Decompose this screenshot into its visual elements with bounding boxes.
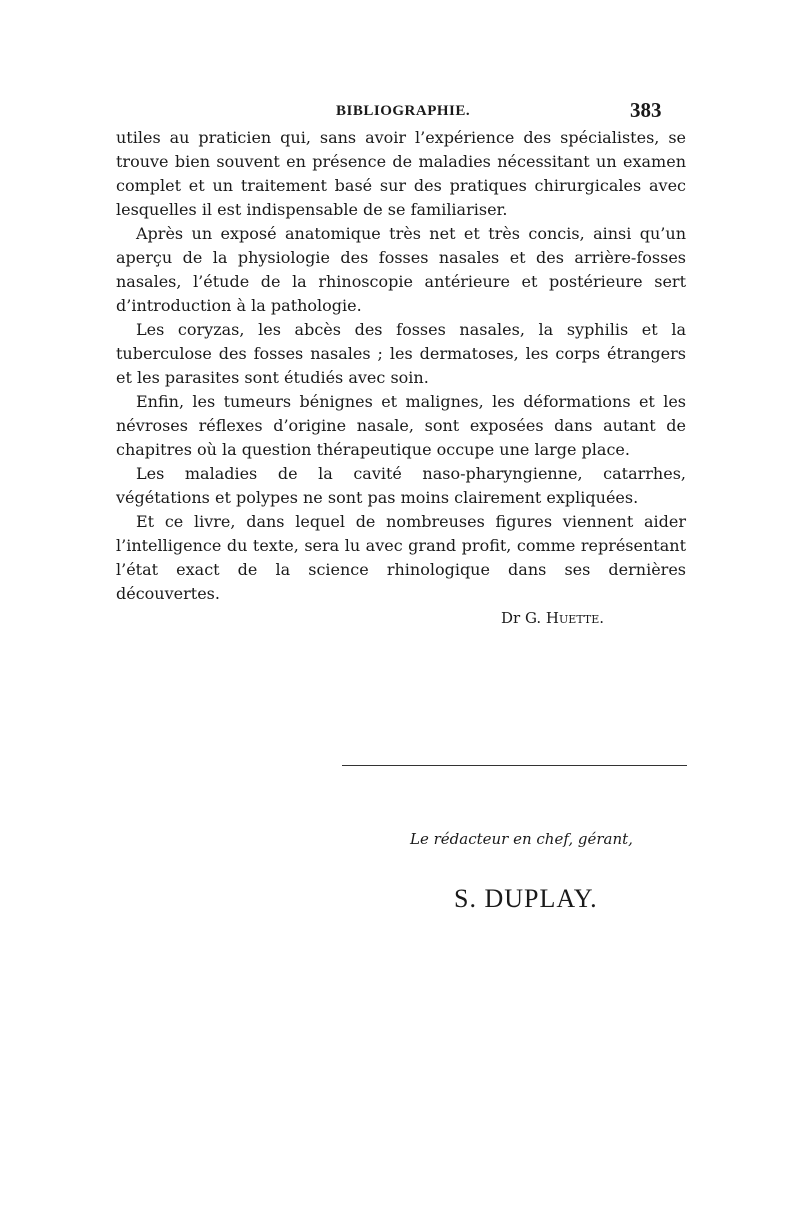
article-body	[116, 126, 686, 630]
page-number: 383	[630, 98, 662, 122]
paragraph-3: Les coryzas, les abcès des fosses nasales, la syphilis et la tuberculose des fosses nasales ; les dermatoses, les corps étrangers et les parasites sont étudiés avec soin.	[116, 320, 686, 387]
paragraph-6: Et ce livre, dans lequel de nombreuses figures viennent aider l’intelligence du texte, sera lu avec grand profit, comme représentant l’état exact de la science rhinologique dans ses dernières découvertes.	[116, 512, 686, 603]
running-head: BIBLIOGRAPHIE.	[336, 103, 471, 119]
paragraph-1: utiles au praticien qui, sans avoir l’expérience des spécialistes, se trouve bien souvent en présence de maladies nécessitant un examen complet et un traitement basé sur des pratiques chirurgicales avec lesquelles il est indispensable de se familiariser.	[116, 128, 686, 219]
separator-rule	[342, 765, 687, 766]
editor-title: Le rédacteur en chef, gérant,	[410, 830, 633, 848]
review-signature	[116, 606, 686, 630]
paragraph-5: Les maladies de la cavité naso-pharyngienne, catarrhes, végétations et polypes ne sont pas moins clairement expliquées.	[116, 464, 686, 507]
signature-prefix: Dr	[500, 609, 521, 627]
paragraph-4: Enfin, les tumeurs bénignes et malignes, les déformations et les névroses réflexes d’origine nasale, sont exposées dans autant de chapitres où la question thérapeutique occupe une large place.	[116, 392, 686, 459]
paragraph-2: Après un exposé anatomique très net et très concis, ainsi qu’un aperçu de la physiologie des fosses nasales et des arrière-fosses nasales, l’étude de la rhinoscopie antérieure et postérieure sert d’introduction à la pathologie.	[116, 224, 686, 315]
editor-name: S. DUPLAY.	[454, 884, 598, 913]
signature-name: G. Huette.	[524, 609, 604, 627]
